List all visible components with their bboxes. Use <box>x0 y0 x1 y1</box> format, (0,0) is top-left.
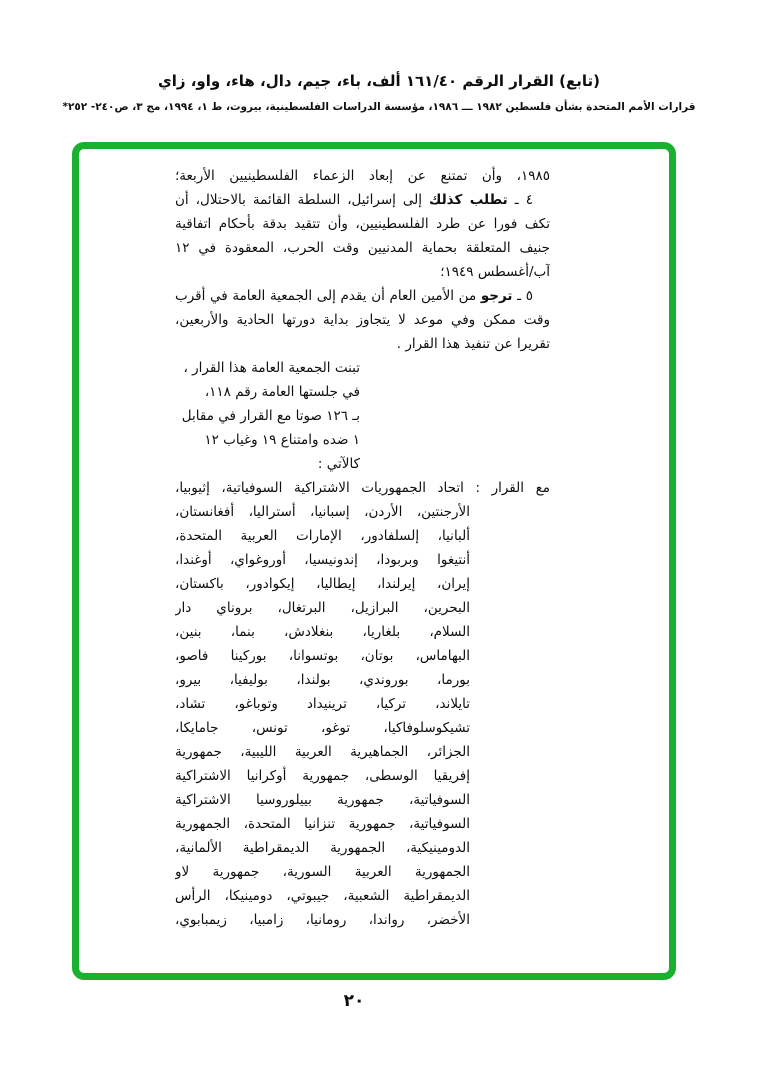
text-run: بـ ١٢٦ صوتا مع القرار في مقابل <box>181 408 360 424</box>
text-run: أنتيغوا وبربودا، إندونيسيا، أوروغواي، أوغندا، <box>175 552 470 568</box>
text-line <box>175 860 470 884</box>
text-run: في جلستها العامة رقم ١١٨، <box>204 384 360 400</box>
text-line <box>175 692 470 716</box>
text-run: ١ ضده وامتناع ١٩ وغياب ١٢ <box>204 432 360 448</box>
text-run: تكف فورا عن طرد الفلسطينيين، وأن تتقيد بدقة بأحكام اتفاقية <box>175 216 550 232</box>
text-run: بورما، بوروندي، بولندا، بوليفيا، بيرو، <box>175 672 470 688</box>
text-run: جنيف المتعلقة بحماية المدنيين وقت الحرب، المعقودة في ١٢ <box>175 240 550 256</box>
text-run: آب/أغسطس ١٩٤٩؛ <box>440 264 550 280</box>
text-run: كالآتي : <box>317 456 360 472</box>
text-line <box>175 716 470 740</box>
text-run: البحرين، البرازيل، البرتغال، بروناي دار <box>175 600 470 616</box>
text-line <box>175 476 550 500</box>
text-run: السوفياتية، جمهورية تنزانيا المتحدة، الجمهورية <box>175 816 470 832</box>
page-title: (تابع) القرار الرقم ١٦١/٤٠ ألف، باء، جيم، دال، هاء، واو، زاي <box>157 72 601 90</box>
text-run: إيران، إيرلندا، إيطاليا، إيكوادور، باكستان، <box>175 576 470 592</box>
text-run: ٤ ـ <box>507 192 533 208</box>
text-run: إلى إسرائيل، السلطة القائمة بالاحتلال، أن <box>175 192 430 208</box>
text-line <box>175 236 550 260</box>
bold-text-run: ترجو <box>480 288 513 304</box>
text-line <box>175 164 550 188</box>
resolution-text-block <box>175 164 550 932</box>
text-line <box>175 356 360 380</box>
text-line <box>175 260 550 284</box>
text-run: الجزائر، الجماهيرية العربية الليبية، جمهورية <box>175 744 470 760</box>
text-run: تايلاند، تركيا، ترينيداد وتوباغو، تشاد، <box>175 696 470 712</box>
text-line <box>175 620 470 644</box>
text-run: السوفياتية، جمهورية بييلوروسيا الاشتراكية <box>175 792 470 808</box>
text-run: وقت ممكن وفي موعد لا يتجاوز بداية دورتها الحادية والأربعين، <box>175 312 550 328</box>
text-line <box>175 284 550 308</box>
text-line <box>175 812 470 836</box>
text-line <box>175 908 470 932</box>
text-line <box>175 380 360 404</box>
text-run: مع القرار : اتحاد الجمهوريات الاشتراكية السوفياتية، إثيوبيا، <box>175 480 550 496</box>
source-citation: قرارات الأمم المتحدة بشأن فلسطين ١٩٨٢ ـــ ١٩٨٦، مؤسسة الدراسات الفلسطينية، بيروت، ط ١، ١٩٩٤، مج ٣، ص٢٤٠- ٢٥٢* <box>62 101 696 113</box>
text-run: البهاماس، بوتان، بوتسوانا، بوركينا فاصو، <box>175 648 470 664</box>
text-line <box>175 596 470 620</box>
text-line <box>175 764 470 788</box>
text-run: الأخضر، رواندا، رومانيا، زامبيا، زيمبابوي، <box>175 912 470 928</box>
text-run: تقريرا عن تنفيذ هذا القرار . <box>396 336 550 352</box>
text-line <box>175 668 470 692</box>
text-line <box>175 884 470 908</box>
text-run: الجمهورية العربية السورية، جمهورية لاو <box>175 864 470 880</box>
text-run: إفريقيا الوسطى، جمهورية أوكرانيا الاشتراكية <box>175 768 470 784</box>
text-run: ٥ ـ <box>512 288 533 304</box>
text-run: تبنت الجمعية العامة هذا القرار ، <box>183 360 360 376</box>
text-run: ألبانيا، إلسلفادور، الإمارات العربية المتحدة، <box>175 528 470 544</box>
text-line <box>175 212 550 236</box>
text-run: الديمقراطية الشعبية، جيبوتي، دومينيكا، الرأس <box>175 888 470 904</box>
text-run: من الأمين العام أن يقدم إلى الجمعية العامة في أقرب <box>175 288 481 304</box>
text-line <box>175 404 360 428</box>
text-line <box>175 332 550 356</box>
text-run: الأرجنتين، الأردن، إسبانيا، أستراليا، أفغانستان، <box>175 504 470 520</box>
text-line <box>175 188 550 212</box>
bold-text-run: تطلب كذلك <box>429 192 508 208</box>
text-run: تشيكوسلوفاكيا، توغو، تونس، جامايكا، <box>175 720 470 736</box>
text-run: ١٩٨٥، وأن تمتنع عن إبعاد الزعماء الفلسطينيين الأربعة؛ <box>175 168 550 184</box>
page-number: ٢٠ <box>343 991 365 1011</box>
text-line <box>175 740 470 764</box>
text-line <box>175 500 470 524</box>
text-line <box>175 788 470 812</box>
text-line <box>175 452 360 476</box>
text-run: الدومينيكية، الجمهورية الديمقراطية الألمانية، <box>175 840 470 856</box>
text-run: السلام، بلغاريا، بنغلادش، بنما، بنين، <box>175 624 470 640</box>
green-highlight-frame <box>72 142 676 980</box>
text-line <box>175 308 550 332</box>
text-line <box>175 572 470 596</box>
text-line <box>175 524 470 548</box>
text-line <box>175 836 470 860</box>
text-line <box>175 644 470 668</box>
text-line <box>175 428 360 452</box>
text-line <box>175 548 470 572</box>
